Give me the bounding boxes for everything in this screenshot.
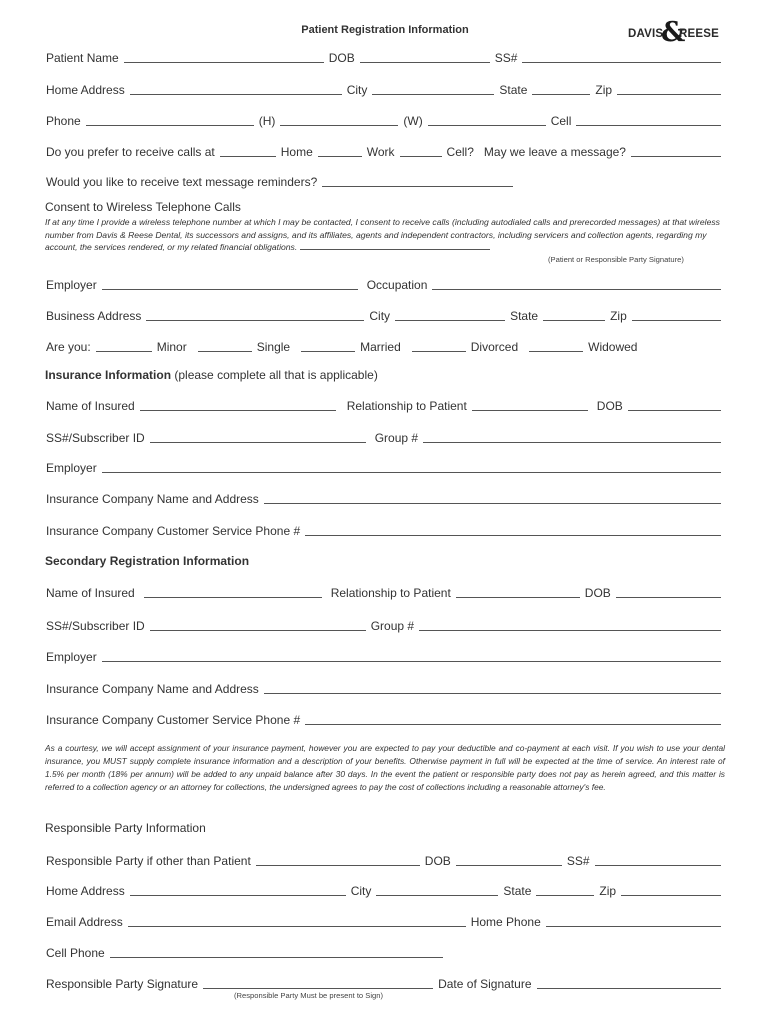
business-address-label: Business Address	[46, 309, 142, 323]
secondary-employer-label: Employer	[46, 650, 97, 664]
phone-extra-field[interactable]	[576, 124, 721, 126]
prefer-home-field[interactable]	[220, 155, 276, 157]
phone-row	[45, 112, 725, 128]
dob-field[interactable]	[360, 61, 490, 63]
responsible-party-row	[45, 852, 725, 868]
phone-w-label: (W)	[403, 114, 423, 128]
responsible-state-field[interactable]	[536, 894, 594, 896]
phone-home-field[interactable]	[86, 124, 254, 126]
secondary-subscriber-field[interactable]	[150, 629, 366, 631]
business-state-label: State	[510, 309, 539, 323]
single-field[interactable]	[198, 350, 252, 352]
minor-field[interactable]	[96, 350, 152, 352]
secondary-dob-field[interactable]	[616, 596, 721, 598]
business-zip-field[interactable]	[632, 319, 721, 321]
insurance-heading-title: Insurance Information	[45, 368, 172, 382]
secondary-phone-label: Insurance Company Customer Service Phone #	[46, 713, 301, 727]
secondary-subscriber-label: SS#/Subscriber ID	[46, 619, 145, 633]
widowed-label: Widowed	[588, 340, 638, 354]
widowed-field[interactable]	[529, 350, 583, 352]
secondary-insured-label: Name of Insured	[46, 586, 135, 600]
insured-name-row	[45, 397, 725, 413]
married-label: Married	[360, 340, 401, 354]
insured-name-label: Name of Insured	[46, 399, 135, 413]
prefer-calls-label: Do you prefer to receive calls at	[46, 145, 215, 159]
consent-signature-field[interactable]	[300, 249, 490, 250]
insurance-phone-label: Insurance Company Customer Service Phone #	[46, 524, 301, 538]
courtesy-paragraph: As a courtesy, we will accept assignment of your insurance payment, however you are expected to pay your deductible and co-payment at each visit. If you wish to use your dental insurance, you MUST supply complete insurance information and a description of your benefits. Otherwise payment in full will be expected at the time of service. An interest rate of 1.5% per month (18% per annum) will be added to any unpaid balance after 30 days. In the event the patient or responsible party does not pay as herein agreed, and this matter is referred to a collection agency or an attorney for collections, the undersigned agrees to pay the cost of collections including a reasonable attorney's fee.	[45, 743, 725, 792]
insurance-heading	[45, 368, 378, 382]
business-zip-label: Zip	[610, 309, 627, 323]
secondary-group-label: Group #	[370, 619, 415, 633]
subscriber-id-field[interactable]	[150, 441, 366, 443]
signature-row	[45, 975, 725, 991]
business-city-label: City	[369, 309, 391, 323]
consent-signature-caption: (Patient or Responsible Party Signature)	[548, 255, 684, 264]
responsible-party-field[interactable]	[256, 864, 420, 866]
responsible-ss-label: SS#	[566, 854, 590, 868]
divorced-field[interactable]	[412, 350, 466, 352]
secondary-subscriber-row	[45, 617, 725, 633]
prefer-home-label: Home	[280, 145, 313, 159]
subscriber-id-label: SS#/Subscriber ID	[46, 431, 145, 445]
employer-row	[45, 276, 725, 292]
secondary-dob-label: DOB	[584, 586, 611, 600]
home-phone-label: Home Phone	[470, 915, 541, 929]
signature-field[interactable]	[203, 987, 433, 989]
single-label: Single	[256, 340, 291, 354]
zip-label: Zip	[595, 83, 613, 97]
secondary-phone-row	[45, 711, 725, 727]
logo-ampersand: &	[661, 17, 686, 48]
prefer-cell-field[interactable]	[400, 155, 442, 157]
responsible-zip-field[interactable]	[621, 894, 721, 896]
signature-caption: (Responsible Party Must be present to Sign)	[234, 991, 383, 1000]
date-of-signature-field[interactable]	[537, 987, 722, 989]
consent-body: If at any time I provide a wireless telephone number at which I may be contacted, I consent to receive calls (including autodialed calls and prerecorded messages) at that wireless number from Davis & Reese Dental, its successors and assigns, and its affiliates, agents and independent contractors, including servicers and collection agents, regarding my account, the services rendered, or my related financial obligations.	[45, 217, 720, 253]
insurance-phone-row	[45, 522, 725, 538]
business-address-row	[45, 307, 725, 323]
secondary-relationship-label: Relationship to Patient	[330, 586, 451, 600]
responsible-city-label: City	[350, 884, 372, 898]
logo-reese: REESE	[679, 28, 719, 40]
occupation-label: Occupation	[366, 278, 428, 292]
patient-name-row	[45, 49, 725, 65]
consent-heading: Consent to Wireless Telephone Calls	[45, 200, 241, 214]
insurance-company-field[interactable]	[264, 502, 721, 504]
secondary-phone-field[interactable]	[305, 723, 721, 725]
state-field[interactable]	[532, 93, 590, 95]
phone-work-field[interactable]	[280, 124, 398, 126]
relationship-field[interactable]	[472, 409, 588, 411]
home-phone-field[interactable]	[546, 925, 721, 927]
insurance-employer-label: Employer	[46, 461, 97, 475]
responsible-dob-field[interactable]	[456, 864, 562, 866]
subscriber-row	[45, 429, 725, 445]
phone-label: Phone	[46, 114, 81, 128]
preferred-calls-row	[45, 143, 725, 159]
form-title: Patient Registration Information	[301, 24, 469, 36]
home-address-row	[45, 81, 725, 97]
responsible-dob-label: DOB	[424, 854, 451, 868]
state-label: State	[499, 83, 528, 97]
email-row	[45, 913, 725, 929]
text-reminders-label: Would you like to receive text message reminders?	[46, 175, 318, 189]
responsible-address-label: Home Address	[46, 884, 125, 898]
responsible-party-label: Responsible Party if other than Patient	[46, 854, 251, 868]
secondary-insured-field[interactable]	[144, 596, 322, 598]
dob-label: DOB	[328, 51, 355, 65]
secondary-company-field[interactable]	[264, 692, 721, 694]
secondary-insured-row	[45, 584, 725, 600]
divorced-label: Divorced	[470, 340, 519, 354]
business-address-field[interactable]	[146, 319, 364, 321]
phone-cell-field[interactable]	[428, 124, 546, 126]
business-city-field[interactable]	[395, 319, 505, 321]
occupation-field[interactable]	[432, 288, 721, 290]
employer-field[interactable]	[102, 288, 358, 290]
home-address-label: Home Address	[46, 83, 125, 97]
insurance-phone-field[interactable]	[305, 534, 721, 536]
secondary-company-row	[45, 680, 725, 696]
insured-dob-field[interactable]	[628, 409, 721, 411]
ss-field[interactable]	[522, 61, 721, 63]
responsible-heading: Responsible Party Information	[45, 821, 206, 835]
text-reminders-row	[45, 173, 517, 189]
patient-name-label: Patient Name	[46, 51, 119, 65]
secondary-heading: Secondary Registration Information	[45, 554, 250, 568]
prefer-work-field[interactable]	[318, 155, 362, 157]
phone-h-label: (H)	[258, 114, 276, 128]
email-label: Email Address	[46, 915, 123, 929]
prefer-work-label: Work	[366, 145, 395, 159]
text-reminders-field[interactable]	[322, 185, 513, 187]
insurance-company-label: Insurance Company Name and Address	[46, 492, 259, 506]
responsible-state-label: State	[503, 884, 532, 898]
city-label: City	[346, 83, 368, 97]
responsible-address-field[interactable]	[130, 894, 346, 896]
responsible-ss-field[interactable]	[595, 864, 722, 866]
secondary-group-field[interactable]	[419, 629, 721, 631]
email-field[interactable]	[128, 925, 466, 927]
insurance-company-row	[45, 490, 725, 506]
leave-message-field[interactable]	[631, 155, 721, 157]
leave-message-label: May we leave a message?	[483, 145, 626, 159]
married-field[interactable]	[301, 350, 355, 352]
patient-name-field[interactable]	[124, 61, 324, 63]
date-of-signature-label: Date of Signature	[438, 977, 532, 991]
prefer-cell-label: Cell?	[446, 145, 474, 159]
cell-phone-row	[45, 944, 447, 960]
ss-label: SS#	[494, 51, 518, 65]
home-address-field[interactable]	[130, 93, 342, 95]
group-field[interactable]	[423, 441, 721, 443]
city-field[interactable]	[372, 93, 494, 95]
responsible-zip-label: Zip	[599, 884, 617, 898]
secondary-employer-row	[45, 648, 725, 664]
logo-davis: DAVIS	[628, 28, 664, 40]
responsible-address-row	[45, 882, 725, 898]
consent-text	[45, 216, 725, 254]
zip-field[interactable]	[617, 93, 721, 95]
insurance-heading-note: (please complete all that is applicable)	[174, 368, 378, 382]
insurance-employer-row	[45, 459, 725, 475]
insured-dob-label: DOB	[596, 399, 623, 413]
are-you-label: Are you:	[46, 340, 91, 354]
secondary-relationship-field[interactable]	[456, 596, 580, 598]
cell-phone-label: Cell Phone	[46, 946, 105, 960]
phone-cell-label: Cell	[550, 114, 572, 128]
secondary-employer-field[interactable]	[102, 660, 721, 662]
davis-reese-logo	[628, 17, 728, 48]
employer-label: Employer	[46, 278, 97, 292]
secondary-company-label: Insurance Company Name and Address	[46, 682, 259, 696]
business-state-field[interactable]	[543, 319, 605, 321]
group-label: Group #	[374, 431, 419, 445]
marital-status-row	[45, 338, 725, 354]
relationship-label: Relationship to Patient	[346, 399, 467, 413]
insured-name-field[interactable]	[140, 409, 336, 411]
insurance-employer-field[interactable]	[102, 471, 721, 473]
responsible-city-field[interactable]	[376, 894, 498, 896]
signature-label: Responsible Party Signature	[46, 977, 199, 991]
minor-label: Minor	[156, 340, 187, 354]
cell-phone-field[interactable]	[110, 956, 443, 958]
